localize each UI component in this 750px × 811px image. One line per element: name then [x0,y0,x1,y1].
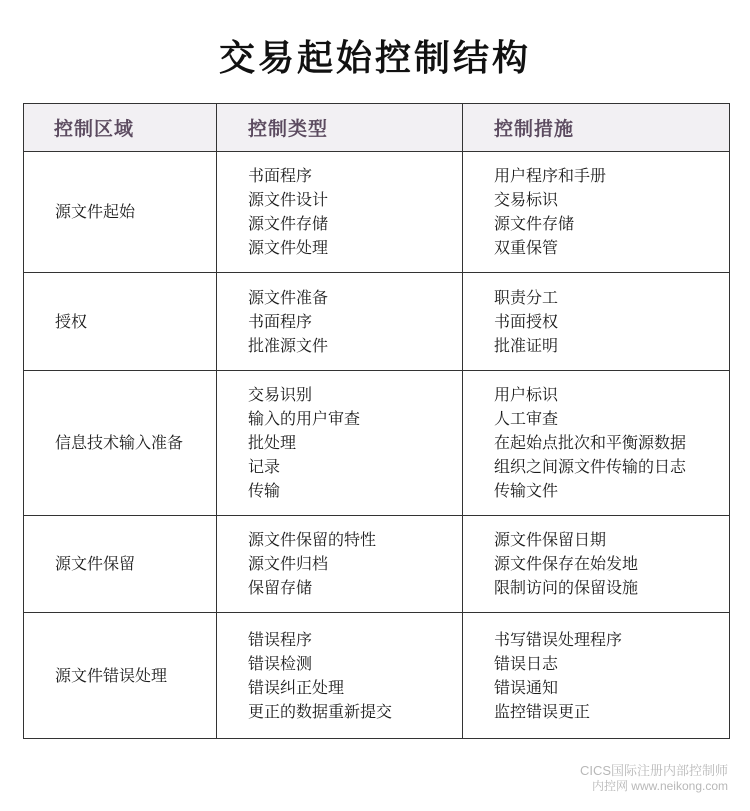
control-measure-item: 限制访问的保留设施 [494,578,639,597]
control-type-item: 记录 [248,457,281,476]
control-measure-item: 源文件保存在始发地 [494,554,639,573]
control-measure-item: 错误日志 [494,653,559,673]
control-measure-item: 用户程序和手册 [494,166,607,185]
column-header-area: 控制区域 [24,104,217,152]
control-type-cell [217,273,463,371]
control-measure-cell [463,371,730,516]
control-measure-cell [463,516,730,613]
control-type-cell [217,371,463,516]
control-type-item: 源文件设计 [248,190,329,209]
control-measure-item: 书面授权 [494,311,559,331]
watermark-line-2: 内控网 www.neikong.com [591,779,728,793]
column-header-measure: 控制措施 [463,104,730,152]
column-header-type: 控制类型 [217,104,463,152]
control-measure-item: 书写错误处理程序 [494,629,623,649]
control-type-item: 更正的数据重新提交 [248,701,393,721]
control-type-item: 批准源文件 [248,335,329,355]
table-row [24,371,730,516]
control-measure-item: 源文件存储 [494,214,575,233]
control-type-item: 书面程序 [248,311,313,331]
control-measure-item: 职责分工 [494,287,559,307]
control-type-item: 保留存储 [248,578,313,597]
control-type-item: 源文件保留的特性 [248,530,377,549]
control-measure-item: 源文件保留日期 [494,530,607,549]
watermark [580,763,728,794]
control-type-item: 输入的用户审查 [248,409,361,428]
control-type-item: 传输 [248,481,281,500]
control-type-item: 源文件存储 [248,214,329,233]
control-structure-table [23,103,730,739]
control-measure-item: 双重保管 [494,238,559,257]
control-measure-item: 传输文件 [494,481,559,500]
control-type-item: 批处理 [248,433,297,452]
control-type-cell [217,613,463,739]
table-row [24,152,730,273]
control-area-cell: 源文件起始 [24,152,217,273]
control-type-item: 源文件归档 [248,554,329,573]
table-row [24,613,730,739]
control-type-item: 源文件准备 [248,287,329,307]
control-area-cell: 信息技术输入准备 [24,371,217,516]
control-measure-item: 监控错误更正 [494,701,591,721]
table-row [24,273,730,371]
page-title: 交易起始控制结构 [218,38,531,79]
watermark-line-1: CICS国际注册内部控制师 [579,763,728,778]
control-measure-item: 用户标识 [494,385,559,404]
control-area-cell: 源文件保留 [24,516,217,613]
control-area-cell: 授权 [24,273,217,371]
control-measure-item: 在起始点批次和平衡源数据 [494,433,687,452]
control-type-item: 书面程序 [248,166,313,185]
control-measure-item: 组织之间源文件传输的日志 [494,457,687,476]
control-measure-item: 错误通知 [494,677,559,697]
control-area-cell: 源文件错误处理 [24,613,217,739]
control-measure-cell [463,152,730,273]
table-header-row [24,104,730,152]
control-type-item: 错误检测 [248,653,313,673]
control-type-item: 源文件处理 [248,238,329,257]
control-type-item: 错误纠正处理 [248,677,345,697]
control-measure-cell [463,613,730,739]
control-measure-item: 人工审查 [494,409,559,428]
control-type-item: 交易识别 [248,385,313,404]
control-measure-item: 批准证明 [494,335,559,355]
control-measure-cell [463,273,730,371]
control-measure-item: 交易标识 [494,190,559,209]
control-type-cell [217,516,463,613]
control-type-item: 错误程序 [248,629,313,649]
control-type-cell [217,152,463,273]
table-row [24,516,730,613]
